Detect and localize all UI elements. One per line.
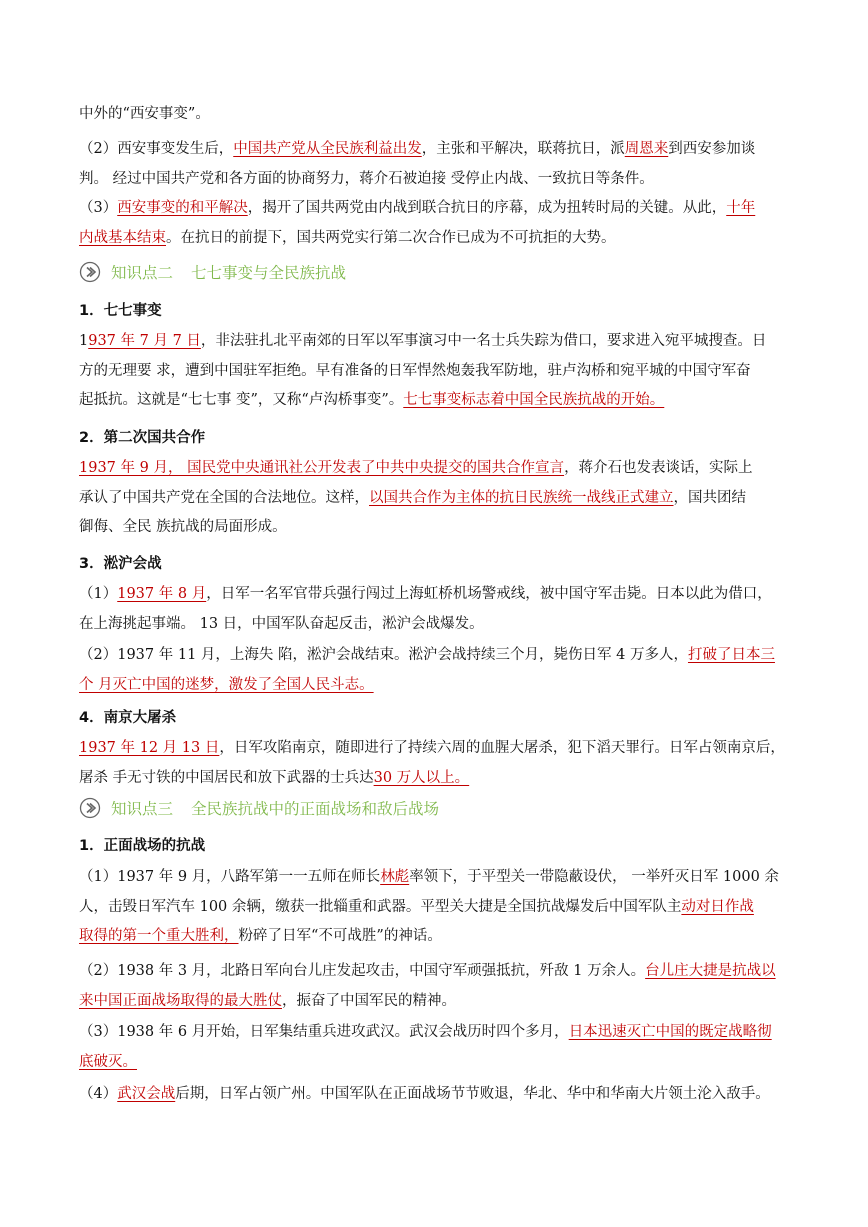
key-point: 30 万人以上。 xyxy=(373,769,470,786)
knowledge-point-label: 知识点三 xyxy=(111,800,174,818)
paragraph-songhu-2 xyxy=(79,641,791,700)
text-line xyxy=(79,671,791,701)
text-line: 在上海挑起事端。 13 日，中国军队奋起反击，淞沪会战爆发。 xyxy=(79,615,484,632)
text-line: 1937 年 12 月 13 日，日军攻陷南京，随即进行了持续六周的血腥大屠杀，犯下滔天罪行。日军占领南京后， xyxy=(79,740,785,756)
heading-songhu: 3．淞沪会战 xyxy=(79,556,162,572)
paragraph-nanjing xyxy=(79,734,791,793)
text-line: （2）1938 年 3 月，北路日军向台儿庄发起攻击，中国守军顽强抵抗，歼敌 1 万余人。台儿庄大捷是抗战以 xyxy=(79,963,776,979)
key-point: 十年 xyxy=(726,200,756,216)
key-point: 取得的第一个重大胜利， xyxy=(79,928,239,945)
key-point: 台儿庄大捷是抗战以 xyxy=(645,963,776,979)
text-line: 取得的第一个重大胜利，粉碎了日军“不可战胜”的神话。 xyxy=(79,928,442,945)
text-line: （3）1938 年 6 月开始，日军集结重兵进攻武汉。武汉会战历时四个多月，日本迅速灭亡中国的既定战略彻 xyxy=(79,1024,772,1040)
key-point: 937 年 7 月 7 日 xyxy=(88,333,201,349)
knowledge-point-title: 全民族抗战中的正面战场和敌后战场 xyxy=(191,800,440,818)
key-point: 内战基本结束 xyxy=(79,229,166,246)
key-point: 个 月灭亡中国的迷梦，激发了全国人民斗志。 xyxy=(79,676,374,693)
text-line: 御侮、全民 族抗战的局面形成。 xyxy=(79,519,287,536)
key-point: 七七事变标志着中国全民族抗战的开始。 xyxy=(403,392,665,409)
heading-qiqi: 1．七七事变 xyxy=(79,303,162,319)
paragraph-intro-end xyxy=(79,100,791,130)
text-line: （2）1937 年 11 月，上海失 陷，淞沪会战结束。淞沪会战持续三个月，毙伤日军 4 万多人，打破了日本三 xyxy=(79,647,775,663)
paragraph-frontline-2 xyxy=(79,957,791,1016)
text-line: 1937 年 7 月 7 日，非法驻扎北平南郊的日军以军事演习中一名士兵失踪为借口，要求进入宛平城搜查。日 xyxy=(79,333,767,349)
knowledge-point-title: 七七事变与全民族抗战 xyxy=(191,264,347,282)
heading-second-cooperation: 2．第二次国共合作 xyxy=(79,430,206,446)
text-line: 屠杀 手无寸铁的中国居民和放下武器的士兵达30 万人以上。 xyxy=(79,769,470,786)
text-line: 人，击毁日军汽车 100 余辆，缴获一批辎重和武器。平型关大捷是全国抗战爆发后中国军队主动对日作战 xyxy=(79,898,754,915)
text-line: 判。 经过中国共产党和各方面的协商努力，蒋介石被迫接 受停止内战、一致抗日等条件。 xyxy=(79,170,654,187)
paragraph-frontline-1 xyxy=(79,863,791,952)
circled-chevron-icon xyxy=(79,261,101,283)
key-point: 1937 年 9 月， 国民党中央通讯社公开发表了中共中央提交的国共合作宣言 xyxy=(79,460,565,476)
knowledge-point-heading-3 xyxy=(79,795,439,821)
text-line: 承认了中国共产党在全国的合法地位。这样，以国共合作为主体的抗日民族统一战线正式建立，国共团结 xyxy=(79,489,746,506)
key-point: 动对日作战 xyxy=(681,898,754,915)
text-line: （2）西安事变发生后，中国共产党从全民族利益出发，主张和平解决，联蒋抗日，派周恩来到西安参加谈 xyxy=(79,141,756,157)
key-point: 中国共产党从全民族利益出发 xyxy=(233,141,422,157)
heading-frontline: 1．正面战场的抗战 xyxy=(79,838,206,854)
paragraph-frontline-3 xyxy=(79,1018,791,1077)
text-line: （1）1937 年 8 月，日军一名军官带兵强行闯过上海虹桥机场警戒线，被中国守军击毙。日本以此为借口， xyxy=(79,586,772,602)
key-point: 来中国正面战场取得的最大胜仗 xyxy=(79,992,282,1009)
paragraph-qiqi xyxy=(79,327,791,416)
key-point: 1937 年 8 月 xyxy=(117,586,207,602)
text-line: 1937 年 9 月， 国民党中央通讯社公开发表了中共中央提交的国共合作宣言，蒋介石也发表谈话，实际上 xyxy=(79,460,753,476)
heading-nanjing: 4．南京大屠杀 xyxy=(79,710,177,726)
knowledge-point-label: 知识点二 xyxy=(111,264,174,282)
key-point: 打破了日本三 xyxy=(687,647,775,663)
paragraph-frontline-4 xyxy=(79,1080,791,1110)
key-point: 底破灭。 xyxy=(79,1053,137,1070)
key-point: 武汉会战 xyxy=(117,1086,176,1102)
text-line: （4）武汉会战后期，日军占领广州。中国军队在正面战场节节败退，华北、华中和华南大片领土沦入敌手。 xyxy=(79,1086,770,1102)
text-line: 起抵抗。这就是“七七事 变”，又称“卢沟桥事变”。七七事变标志着中国全民族抗战的开始。 xyxy=(79,392,665,409)
key-point: 周恩来 xyxy=(624,141,669,157)
text-line: 中外的“西安事变”。 xyxy=(79,106,210,122)
circled-chevron-icon xyxy=(79,797,101,819)
paragraph-xian-3 xyxy=(79,194,791,253)
text-line: （3）西安事变的和平解决，揭开了国共两党由内战到联合抗日的序幕，成为扭转时局的关键。从此，十年 xyxy=(79,200,756,216)
key-point: 1937 年 12 月 13 日 xyxy=(79,740,220,756)
text-line: 方的无理要 求，遭到中国驻军拒绝。早有准备的日军悍然炮轰我军防地，驻卢沟桥和宛平城的中国守军奋 xyxy=(79,362,751,379)
text-line: （1）1937 年 9 月，八路军第一一五师在师长林彪率领下，于平型关一带隐蔽设伏， 一举歼灭日军 1000 余 xyxy=(79,869,779,885)
text-line: 内战基本结束。在抗日的前提下，国共两党实行第二次合作已成为不可抗拒的大势。 xyxy=(79,229,616,246)
knowledge-point-heading-2 xyxy=(79,259,346,285)
key-point: 以国共合作为主体的抗日民族统一战线正式建立 xyxy=(369,489,674,506)
text-line xyxy=(79,1048,791,1078)
paragraph-xian-2 xyxy=(79,135,791,194)
paragraph-songhu-1 xyxy=(79,580,791,639)
paragraph-second-cooperation xyxy=(79,454,791,543)
text-line: 来中国正面战场取得的最大胜仗，振奋了中国军民的精神。 xyxy=(79,992,456,1009)
key-point: 西安事变的和平解决 xyxy=(117,200,248,216)
key-point: 日本迅速灭亡中国的既定战略彻 xyxy=(568,1024,772,1040)
key-point: 林彪 xyxy=(380,869,410,885)
